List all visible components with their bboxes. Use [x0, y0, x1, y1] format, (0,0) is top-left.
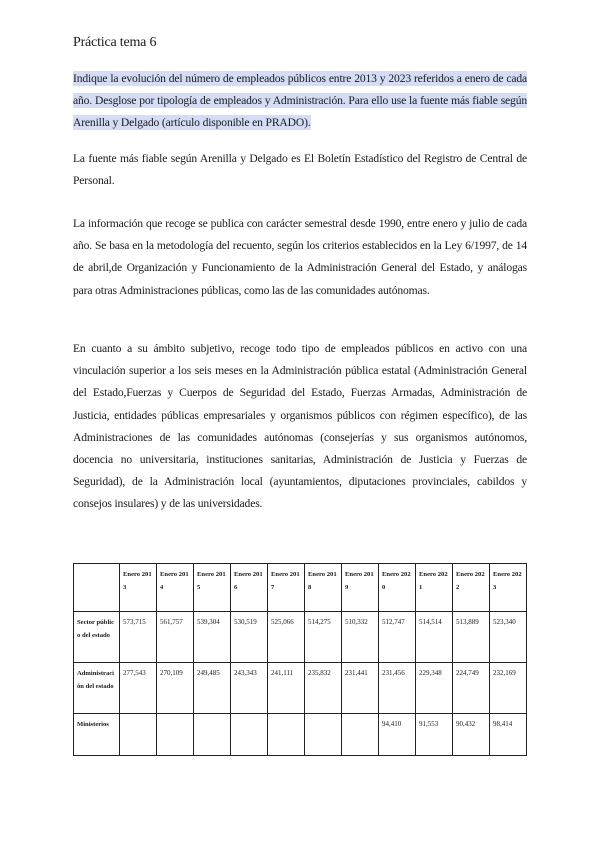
table-cell: 561,757 — [157, 612, 194, 663]
table-cell: 90,432 — [453, 714, 490, 756]
table-cell — [194, 714, 231, 756]
table-row — [74, 663, 527, 714]
employees-table — [73, 563, 527, 756]
table-cell: 277,543 — [120, 663, 157, 714]
table-cell: 270,109 — [157, 663, 194, 714]
table-cell: 510,332 — [342, 612, 379, 663]
table-cell: 514,514 — [416, 612, 453, 663]
table-cell: 232,169 — [490, 663, 527, 714]
table-header-cell: Enero 2018 — [305, 564, 342, 612]
highlighted-question: Indique la evolución del número de empleados públicos entre 2013 y 2023 referidos a enero de cada año. Desglose por tipología de empleados y Administración. Para ello use la fuente más fiable según Arenilla y Delgado (artículo disponible en PRADO). — [73, 72, 527, 130]
table-row — [74, 714, 527, 756]
table-header-row — [74, 564, 527, 612]
table-cell: 224,749 — [453, 663, 490, 714]
table-header-cell: Enero 2023 — [490, 564, 527, 612]
question-paragraph — [73, 68, 527, 135]
table-cell — [231, 714, 268, 756]
paragraph-source: La fuente más fiable según Arenilla y Delgado es El Boletín Estadístico del Registro de Central de Personal. — [73, 152, 527, 188]
document-title: Práctica tema 6 — [73, 35, 157, 50]
table-cell — [157, 714, 194, 756]
table-cell: 523,340 — [490, 612, 527, 663]
paragraph-scope: En cuanto a su ámbito subjetivo, recoge todo tipo de empleados públicos en activo con una vinculación superior a los seis meses en la Administración pública estatal (Administración General del Estado,Fuerzas y Cuerpos de Seguridad del Estado, Fuerzas Armadas, Administración de Justicia, entidades públicas empresariales y organismos públicos con régimen específico), de las Administraciones de las comunidades autónomas (consejerías y sus organismos autónomos, docencia no universitaria, instituciones sanitarias, Administración de Justicia y Fuerzas de Seguridad), de la Administración local (ayuntamientos, diputaciones provinciales, cabildos y consejos insulares) y de las universidades. — [73, 342, 527, 511]
table-header-cell: Enero 2013 — [120, 564, 157, 612]
table-cell: 573,715 — [120, 612, 157, 663]
table-header-cell: Enero 2019 — [342, 564, 379, 612]
row-label: Administración del estado — [74, 663, 120, 714]
table-row — [74, 612, 527, 663]
table-header-cell: Enero 2021 — [416, 564, 453, 612]
table-cell: 98,414 — [490, 714, 527, 756]
table-cell — [342, 714, 379, 756]
table-header-cell: Enero 2016 — [231, 564, 268, 612]
table-cell — [120, 714, 157, 756]
table-header-cell: Enero 2017 — [268, 564, 305, 612]
row-label: Ministerios — [74, 714, 120, 756]
table-cell: 235,832 — [305, 663, 342, 714]
table-cell: 539,304 — [194, 612, 231, 663]
table-cell — [305, 714, 342, 756]
table-cell: 243,343 — [231, 663, 268, 714]
table-cell: 249,485 — [194, 663, 231, 714]
table-header-cell: Enero 2022 — [453, 564, 490, 612]
table-cell: 530,519 — [231, 612, 268, 663]
table-cell: 94,410 — [379, 714, 416, 756]
table-cell — [268, 714, 305, 756]
row-label: Sector público del estado — [74, 612, 120, 663]
table-cell: 91,553 — [416, 714, 453, 756]
table-header-cell: Enero 2014 — [157, 564, 194, 612]
table-cell: 513,889 — [453, 612, 490, 663]
table-header-cell: Enero 2015 — [194, 564, 231, 612]
table-cell: 241,111 — [268, 663, 305, 714]
table-header-cell: Enero 2020 — [379, 564, 416, 612]
table-cell: 512,747 — [379, 612, 416, 663]
table-cell: 525,066 — [268, 612, 305, 663]
paragraph-methodology: La información que recoge se publica con carácter semestral desde 1990, entre enero y julio de cada año. Se basa en la metodología del recuento, según los criterios establecidos en la Ley 6/1997, de 14 de abril,de Organización y Funcionamiento de la Administración General del Estado, y análogas para otras Administraciones públicas, como las de las comunidades autónomas. — [73, 217, 527, 297]
table-cell: 231,441 — [342, 663, 379, 714]
table-cell: 231,456 — [379, 663, 416, 714]
table-cell: 229,348 — [416, 663, 453, 714]
table-corner-cell — [74, 564, 120, 612]
table-cell: 514,275 — [305, 612, 342, 663]
